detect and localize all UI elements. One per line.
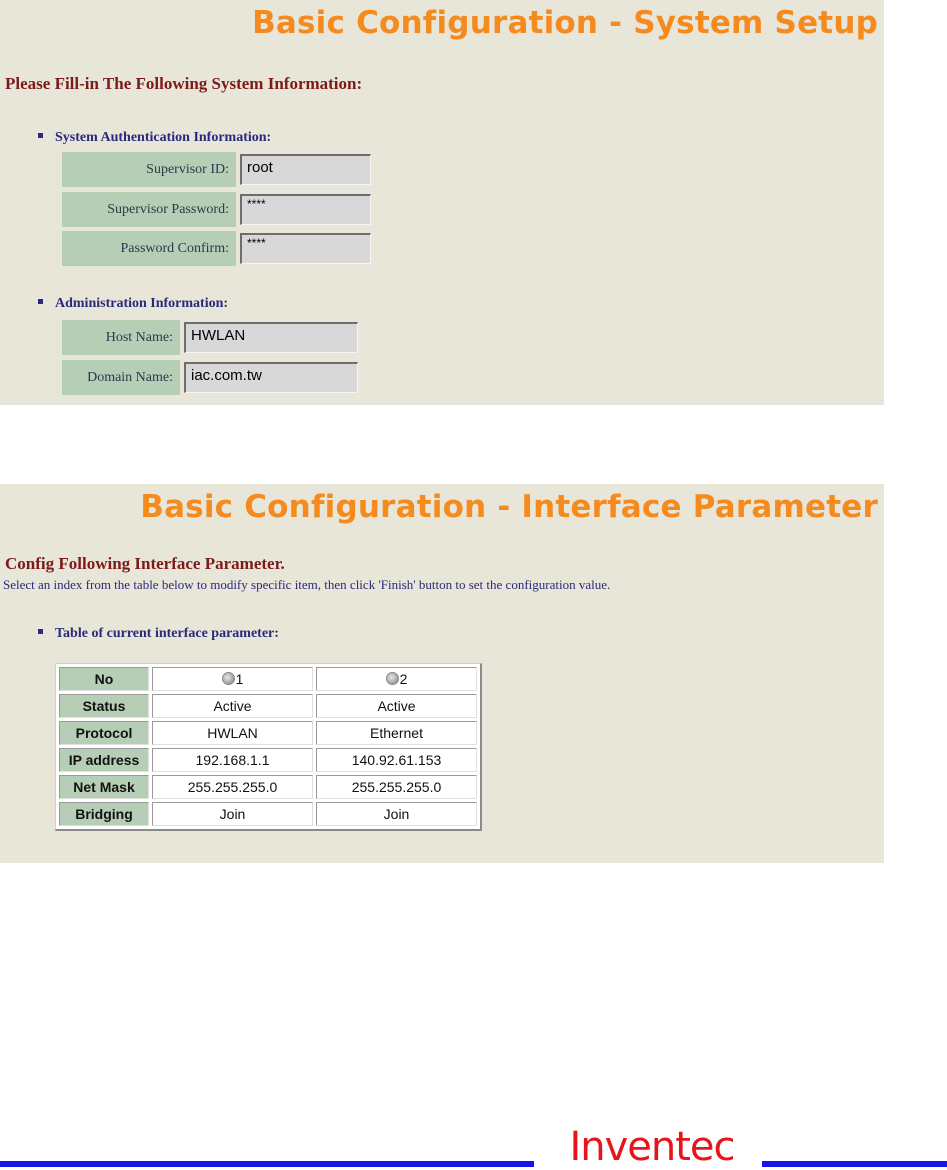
row-header-protocol: Protocol [59, 721, 149, 745]
bullet-icon [38, 629, 43, 634]
table-row [59, 775, 477, 799]
interface-parameter-title: Basic Configuration - Interface Parameter [140, 489, 878, 525]
row-header-status: Status [59, 694, 149, 718]
supervisor-password-input[interactable]: **** [240, 194, 371, 225]
system-info-heading: Please Fill-in The Following System Information: [5, 74, 363, 93]
password-confirm-label: Password Confirm: [62, 231, 236, 266]
table-row [59, 667, 477, 691]
table-row [59, 694, 477, 718]
auth-section-heading [38, 130, 271, 146]
radio-button-icon[interactable] [386, 672, 399, 685]
supervisor-id-label: Supervisor ID: [62, 152, 236, 187]
table-cell: 192.168.1.1 [152, 748, 313, 772]
radio-button-icon[interactable] [222, 672, 235, 685]
admin-section-label: Administration Information: [55, 296, 229, 311]
auth-section-label: System Authentication Information: [55, 130, 272, 145]
interface-heading: Config Following Interface Parameter. [5, 554, 285, 573]
row-header-bridging: Bridging [59, 802, 149, 826]
table-row [59, 802, 477, 826]
table-cell: Join [152, 802, 313, 826]
interface-table [55, 663, 482, 831]
inventec-logo: Inventec [569, 1124, 735, 1170]
interface-2-select[interactable] [316, 667, 477, 691]
table-section-label: Table of current interface parameter: [55, 626, 279, 641]
domain-name-label: Domain Name: [62, 360, 180, 395]
host-name-label: Host Name: [62, 320, 180, 355]
table-cell: Ethernet [316, 721, 477, 745]
table-cell: Active [316, 694, 477, 718]
table-cell: 255.255.255.0 [152, 775, 313, 799]
table-row [59, 721, 477, 745]
interface-index: 1 [235, 671, 244, 687]
password-confirm-input[interactable]: **** [240, 233, 371, 264]
table-cell: 140.92.61.153 [316, 748, 477, 772]
admin-section-heading [38, 296, 228, 312]
system-setup-panel [0, 0, 884, 405]
host-name-input[interactable]: HWLAN [184, 322, 358, 353]
system-setup-title: Basic Configuration - System Setup [252, 5, 878, 41]
table-cell: HWLAN [152, 721, 313, 745]
table-cell: Join [316, 802, 477, 826]
interface-index: 2 [399, 671, 408, 687]
domain-name-input[interactable]: iac.com.tw [184, 362, 358, 393]
table-cell: 255.255.255.0 [316, 775, 477, 799]
footer-divider-right [762, 1161, 947, 1167]
bullet-icon [38, 133, 43, 138]
row-header-no: No [59, 667, 149, 691]
supervisor-password-label: Supervisor Password: [62, 192, 236, 227]
supervisor-id-input[interactable]: root [240, 154, 371, 185]
bullet-icon [38, 299, 43, 304]
row-header-ip-address: IP address [59, 748, 149, 772]
footer-divider-left [0, 1161, 534, 1167]
table-cell: Active [152, 694, 313, 718]
interface-description: Select an index from the table below to modify specific item, then click 'Finish' button to set the configuration value. [3, 577, 611, 592]
table-section-heading [38, 626, 279, 642]
row-header-net-mask: Net Mask [59, 775, 149, 799]
table-row [59, 748, 477, 772]
interface-1-select[interactable] [152, 667, 313, 691]
